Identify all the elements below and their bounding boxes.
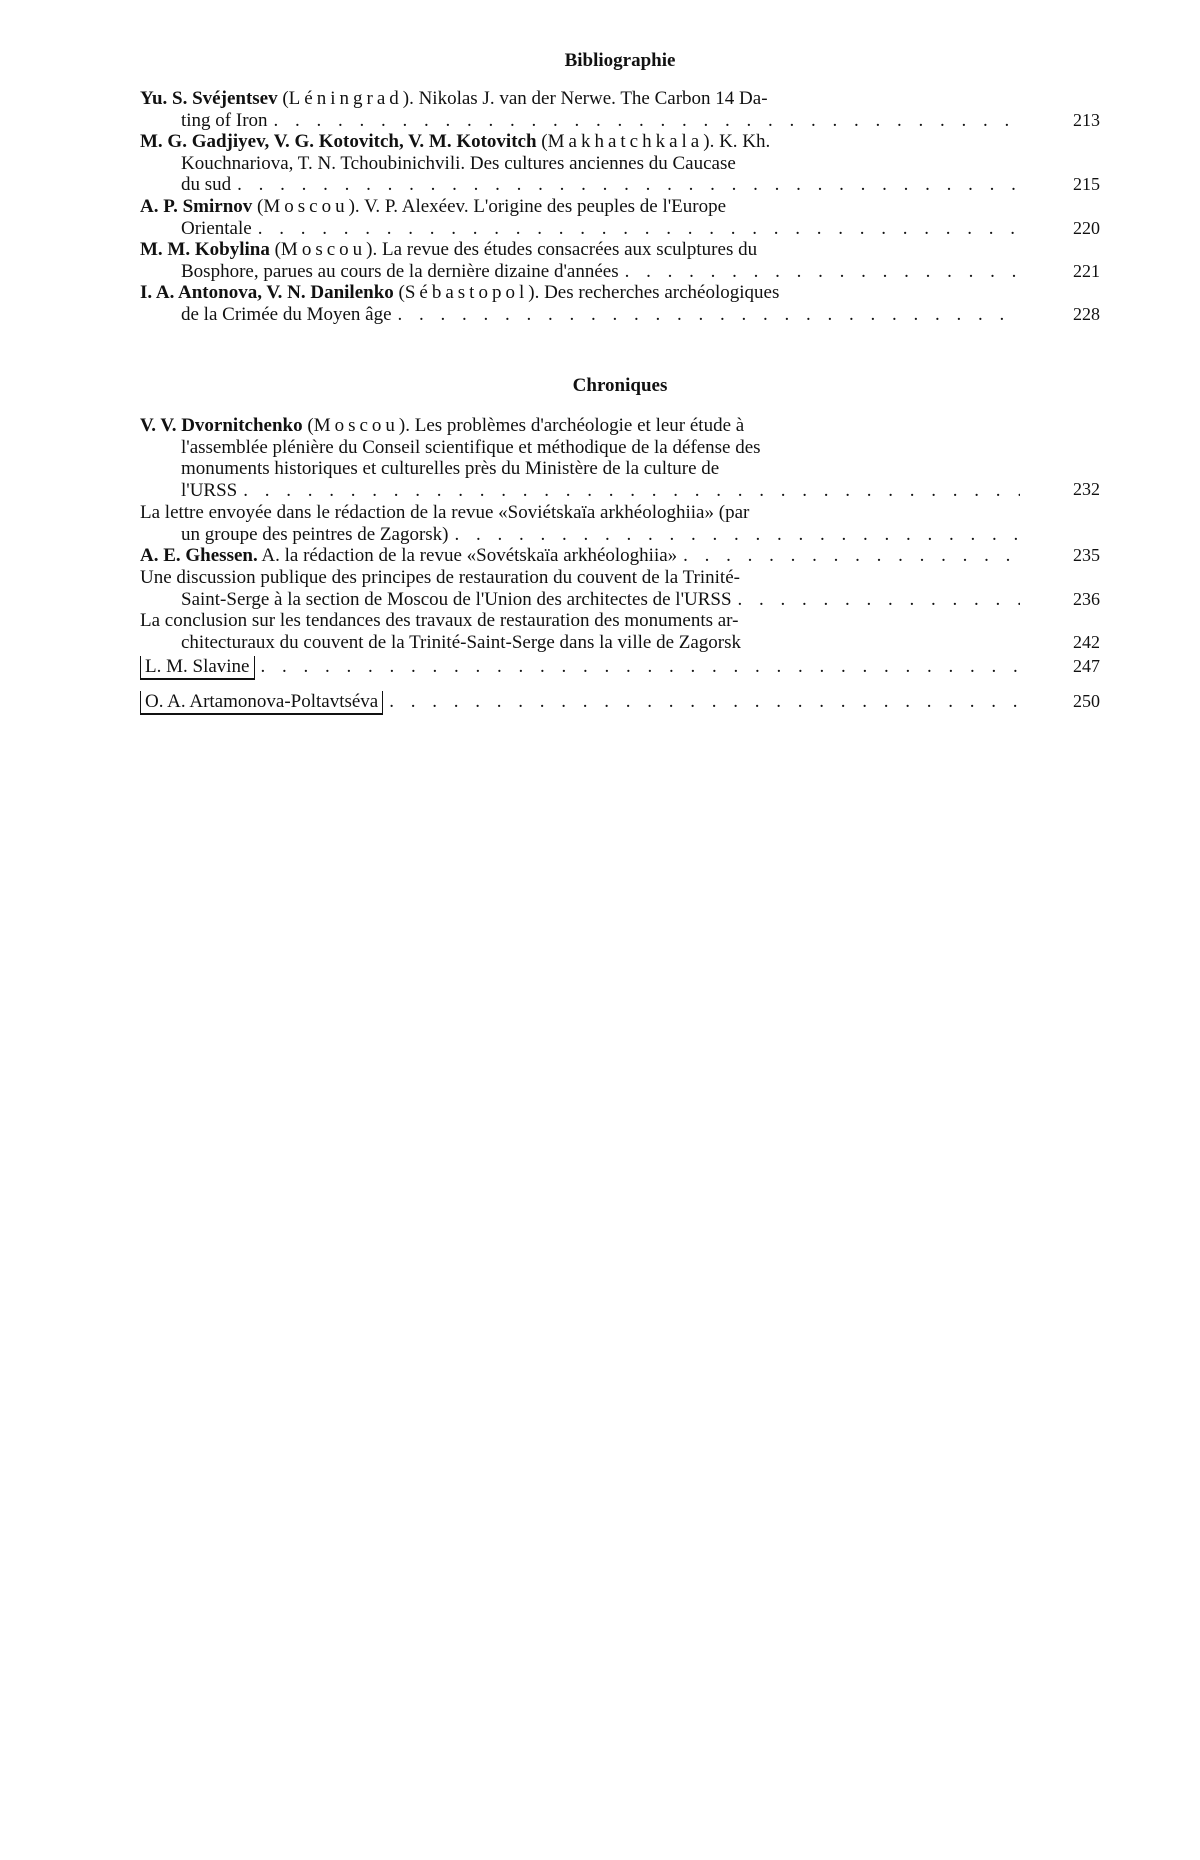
leader-dots xyxy=(455,524,1020,546)
page-number: 228 xyxy=(1073,304,1100,324)
toc-entry xyxy=(140,567,1100,610)
entry-title: A. la rédaction de la revue «Sovétskaïa arkhéologhiia» xyxy=(257,545,678,566)
entry-title-cont: de la Crimée du Moyen âge xyxy=(181,303,392,325)
entry-title-cont: Bosphore, parues au cours de la dernière dizaine d'années xyxy=(181,260,619,282)
toc-entry: I. A. Antonova, V. N. Danilenko (Sébastopol). Des recherches archéologiques de la Crimée du Moyen âge . . . 228 xyxy=(140,282,1100,325)
entry-author: M. M. Kobylina xyxy=(140,239,270,260)
page-number: 236 xyxy=(1073,589,1100,609)
leader-dots xyxy=(261,656,1021,678)
entry-place: Moscou xyxy=(263,196,349,217)
entry-author: V. V. Dvornitchenko xyxy=(140,415,303,436)
toc-entry xyxy=(140,656,1100,680)
entry-title-cont: chitecturaux du couvent de la Trinité-Saint-Serge dans la ville de Zagorsk xyxy=(181,631,742,653)
leader-dots xyxy=(398,304,1020,326)
entry-place: Moscou xyxy=(313,415,399,436)
entry-place: Moscou xyxy=(280,239,367,260)
entry-author: M. G. Gadjiyev, V. G. Kotovitch, V. M. Kotovitch xyxy=(140,131,537,152)
entry-title-cont: l'assemblée plénière du Conseil scientifique et méthodique de la défense des xyxy=(181,436,761,458)
entry-title: La lettre envoyée dans le rédaction de la revue «Soviétskaïa arkhéologhiia» (par xyxy=(140,502,750,523)
toc-entry xyxy=(140,545,1100,567)
entry-title: . K. Kh. xyxy=(709,131,771,152)
leader-dots xyxy=(274,110,1020,132)
entry-place: Léningrad xyxy=(288,88,403,109)
entry-author: A. E. Ghessen. xyxy=(140,545,258,566)
entry-place: Sébastopol xyxy=(404,282,529,303)
entry-title: La conclusion sur les tendances des travaux de restauration des monuments ar- xyxy=(140,610,739,631)
page-number: 221 xyxy=(1073,261,1100,281)
entry-author: I. A. Antonova, V. N. Danilenko xyxy=(140,282,394,303)
entry-title-cont: ting of Iron xyxy=(181,109,268,131)
entry-title: . Des recherches archéologiques xyxy=(534,282,780,303)
page-number: 250 xyxy=(1073,691,1100,711)
entry-author: Yu. S. Svéjentsev xyxy=(140,88,278,109)
toc-entry: Yu. S. Svéjentsev (Léningrad). Nikolas J. van der Nerwe. The Carbon 14 Da- ting of Iron . . . 213 xyxy=(140,88,1100,131)
toc-entry xyxy=(140,691,1100,715)
entry-title-cont: un groupe des peintres de Zagorsk) xyxy=(181,523,449,545)
leader-dots xyxy=(389,691,1020,713)
entry-title-cont: l'URSS xyxy=(181,479,238,501)
page-number: 215 xyxy=(1073,174,1100,194)
entry-title-cont: Saint-Serge à la section de Moscou de l'Union des architectes de l'URSS xyxy=(181,588,732,610)
entry-title: Une discussion publique des principes de restauration du couvent de la Trinité- xyxy=(140,567,740,588)
page-number: 242 xyxy=(1073,632,1100,652)
leader-dots xyxy=(738,589,1020,611)
entry-title: . La revue des études consacrées aux sculptures du xyxy=(372,239,758,260)
entry-title-cont: Orientale xyxy=(181,217,252,239)
entry-title-cont: monuments historiques et culturelles près du Ministère de la culture de xyxy=(181,458,720,479)
entry-author: A. P. Smirnov xyxy=(140,196,253,217)
memorial-name: O. A. Artamonova-Poltavtséva xyxy=(140,691,383,715)
leader-dots xyxy=(683,545,1020,567)
entry-title: . V. P. Alexéev. L'origine des peuples de l'Europe xyxy=(354,196,727,217)
entry-title: . Les problèmes d'archéologie et leur étude à xyxy=(405,415,745,436)
toc-entry xyxy=(140,502,1100,545)
leader-dots xyxy=(237,174,1020,196)
toc-entry: V. V. Dvornitchenko (Moscou). Les problèmes d'archéologie et leur étude à l'assemblée plénière du Conseil scientifique et méthodique de la défense des monuments historiques et culturelles près du Ministère de la culture de l'URSS . . . 232 xyxy=(140,415,1100,501)
page-number: 247 xyxy=(1073,656,1100,676)
section-heading-bibliographie: Bibliographie xyxy=(564,50,676,71)
toc-entry: A. P. Smirnov (Moscou). V. P. Alexéev. L'origine des peuples de l'Europe Orientale . . . 220 xyxy=(140,196,1100,239)
section-heading-chroniques: Chroniques xyxy=(572,375,668,396)
entry-title-cont: du sud xyxy=(181,174,232,195)
leader-dots xyxy=(258,218,1020,240)
toc-entry: M. M. Kobylina (Moscou). La revue des études consacrées aux sculptures du Bosphore, parues au cours de la dernière dizaine d'années . . . 221 xyxy=(140,239,1100,282)
page-number: 213 xyxy=(1073,110,1100,130)
page-number: 220 xyxy=(1073,218,1100,238)
memorial-name: L. M. Slavine xyxy=(140,656,255,680)
entry-place: Makhatchkala xyxy=(547,131,704,152)
toc-entry: M. G. Gadjiyev, V. G. Kotovitch, V. M. Kotovitch (Makhatchkala). K. Kh. Kouchnariova, T. N. Tchoubinichvili. Des cultures anciennes du Caucase du sud . . . 215 xyxy=(140,131,1100,196)
leader-dots xyxy=(243,480,1020,502)
entry-title-cont: Kouchnariova, T. N. Tchoubinichvili. Des cultures anciennes du Caucase xyxy=(181,152,736,174)
page-number: 232 xyxy=(1073,479,1100,499)
page-number: 235 xyxy=(1073,545,1100,565)
entry-title: . Nikolas J. van der Nerwe. The Carbon 14 Da- xyxy=(409,88,768,109)
toc-entry xyxy=(140,610,1100,653)
leader-dots xyxy=(625,261,1020,283)
